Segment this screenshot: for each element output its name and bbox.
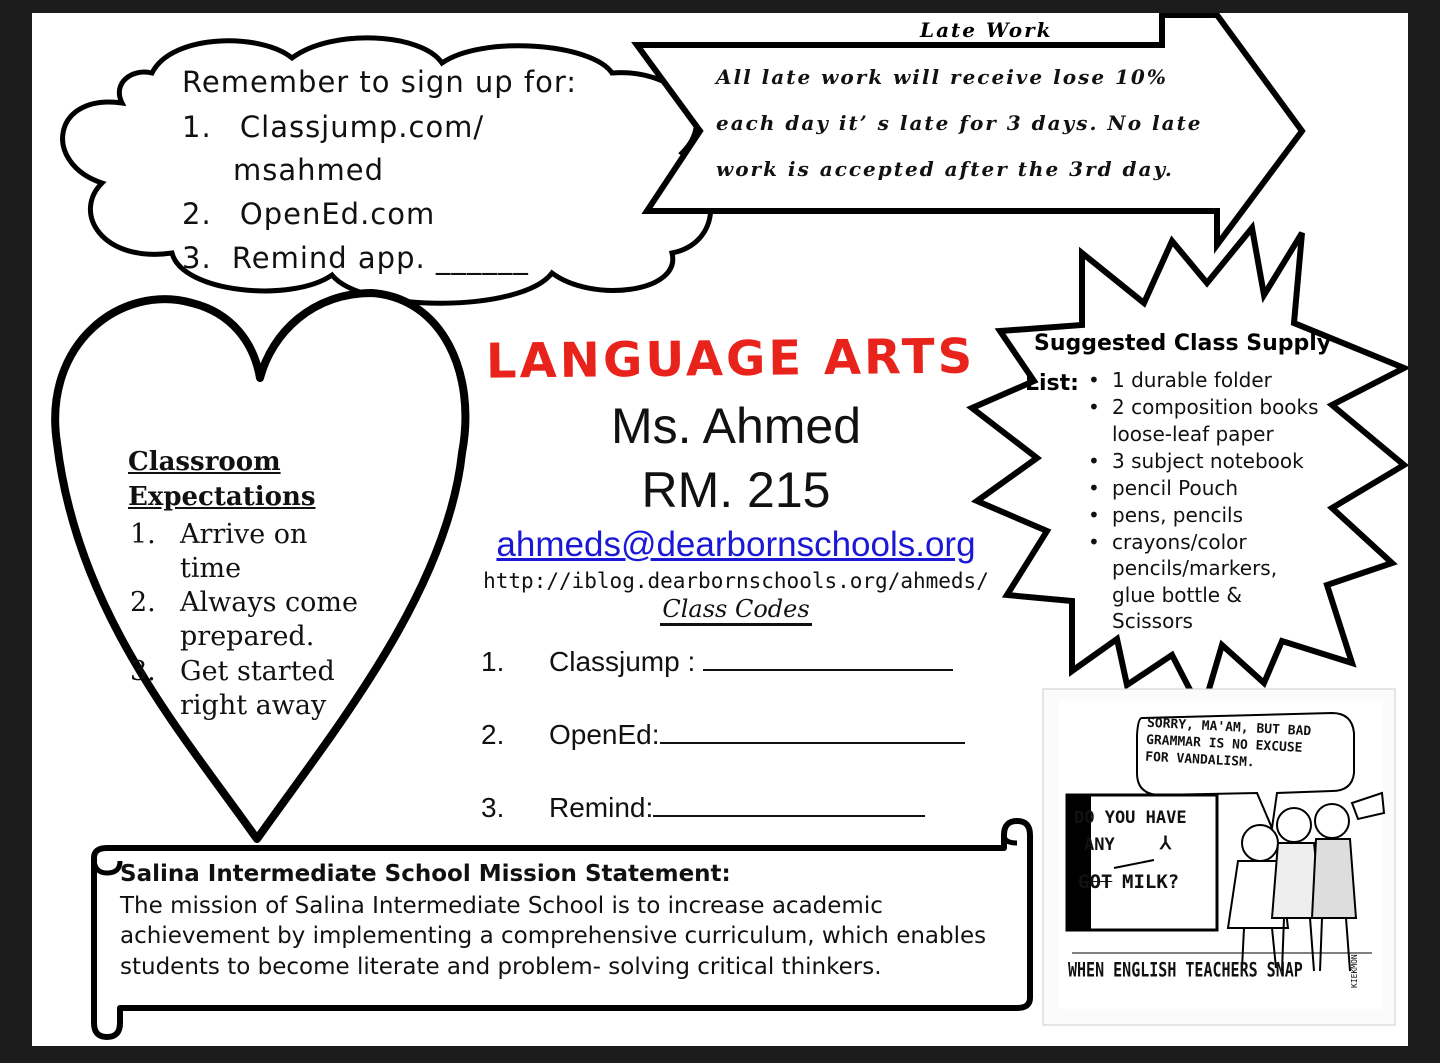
supplies-title: Suggested Class Supply [1034, 331, 1332, 356]
speech-line: FOR VANDALISM. [1144, 749, 1256, 771]
board-line: DO YOU HAVE [1074, 808, 1187, 828]
supply-bullet: • [1088, 449, 1100, 473]
expectation-text: prepared. [180, 621, 315, 652]
expectation-num: 1. [130, 519, 156, 550]
late-work-title: Late Work [920, 18, 1053, 42]
class-code-num: 2. [481, 719, 505, 750]
class-code-row [481, 645, 953, 678]
email-link[interactable]: ahmeds@dearbornschools.org [496, 525, 976, 564]
supply-bullet: • [1088, 530, 1100, 554]
supply-item: loose-leaf paper [1112, 422, 1274, 446]
board-insert-mark: ⅄ [1160, 833, 1171, 854]
board-line: MILK? [1122, 871, 1180, 893]
class-codes-label [636, 595, 836, 623]
class-code-num: 3. [481, 792, 505, 823]
expectation-text: right away [180, 690, 327, 721]
blog-link[interactable]: http://iblog.dearbornschools.org/ahmeds/ [483, 569, 989, 593]
supply-item: pens, pencils [1112, 503, 1244, 527]
cartoon-caption: WHEN ENGLISH TEACHERS SNAP [1068, 958, 1303, 982]
teacher-name: Ms. Ahmed [610, 398, 862, 454]
heart-shape [55, 293, 465, 839]
late-work-line: work is accepted after the 3rd day. [716, 157, 1174, 181]
class-code-label: Classjump : [549, 646, 696, 677]
supply-item: Scissors [1112, 609, 1193, 633]
supply-item: glue bottle & [1112, 583, 1243, 607]
class-code-blank[interactable] [660, 718, 965, 744]
supplies-title: List: [1025, 371, 1079, 396]
expectations-title: Expectations [128, 482, 316, 512]
supply-item: 2 composition books [1112, 395, 1319, 419]
board-line: ANY [1084, 835, 1115, 855]
class-code-num: 1. [481, 646, 505, 677]
speech-line: SORRY, MA'AM, BUT BAD [1146, 715, 1312, 740]
supply-bullet: • [1088, 368, 1100, 392]
subject-title: LANGUAGE ARTS [485, 328, 976, 390]
reminder-item [182, 197, 435, 231]
expectation-num: 2. [130, 587, 156, 618]
reminder-item-text: msahmed [233, 153, 385, 187]
reminder-item [233, 153, 384, 187]
reminder-item-text: Remind app. ______ [231, 241, 529, 275]
supply-item: pencil Pouch [1112, 476, 1239, 500]
supply-item: 3 subject notebook [1112, 449, 1304, 473]
supply-item: pencils/markers, [1112, 556, 1278, 580]
expectation-num: 3. [130, 656, 156, 687]
mission-line: The mission of Salina Intermediate School is to increase academic [120, 893, 883, 919]
expectations-title: Classroom [128, 447, 281, 477]
class-code-row [481, 791, 925, 824]
class-code-blank[interactable] [653, 791, 925, 817]
supply-bullet: • [1088, 503, 1100, 527]
class-code-label: Remind: [549, 792, 654, 823]
supply-bullet: • [1088, 395, 1100, 419]
reminder-item-text: Classjump.com/ [239, 110, 485, 144]
room-number: RM. 215 [641, 462, 831, 518]
class-code-row [481, 718, 965, 751]
reminder-item [182, 110, 484, 144]
mission-title: Salina Intermediate School Mission Statement: [120, 861, 731, 887]
supply-bullet: • [1088, 476, 1100, 500]
expectation-text: Arrive on [180, 519, 308, 550]
speech-text [1145, 715, 1312, 775]
mission-line: students to become literate and problem- solving critical thinkers. [120, 954, 882, 980]
reminder-item-num: 2. [182, 197, 212, 231]
reminder-title: Remember to sign up for: [182, 65, 578, 99]
supply-item: 1 durable folder [1112, 368, 1272, 392]
class-code-blank[interactable] [703, 645, 953, 671]
expectation-text: time [180, 553, 242, 584]
class-codes-label-text: Class Codes [660, 595, 811, 626]
flyer-page [32, 13, 1408, 1046]
class-code-label: OpenEd: [549, 719, 660, 750]
late-work-line: each day it’ s late for 3 days. No late [716, 111, 1203, 135]
board-crossed-word: GOT [1078, 871, 1113, 893]
late-work-line: All late work will receive lose 10% [716, 65, 1168, 89]
supply-item: crayons/color [1112, 530, 1247, 554]
expectation-text: Always come [180, 587, 358, 618]
expectation-text: Get started [180, 656, 335, 687]
reminder-item [182, 241, 529, 275]
cartoon-signature: KIEKMON [1350, 954, 1359, 988]
reminder-item-num: 1. [182, 110, 212, 144]
reminder-item-text: OpenEd.com [239, 197, 436, 231]
speech-line: GRAMMAR IS NO EXCUSE [1145, 732, 1303, 756]
mission-line: achievement by implementing a comprehensive curriculum, which enables [120, 923, 987, 949]
reminder-item-num: 3. [182, 241, 212, 275]
